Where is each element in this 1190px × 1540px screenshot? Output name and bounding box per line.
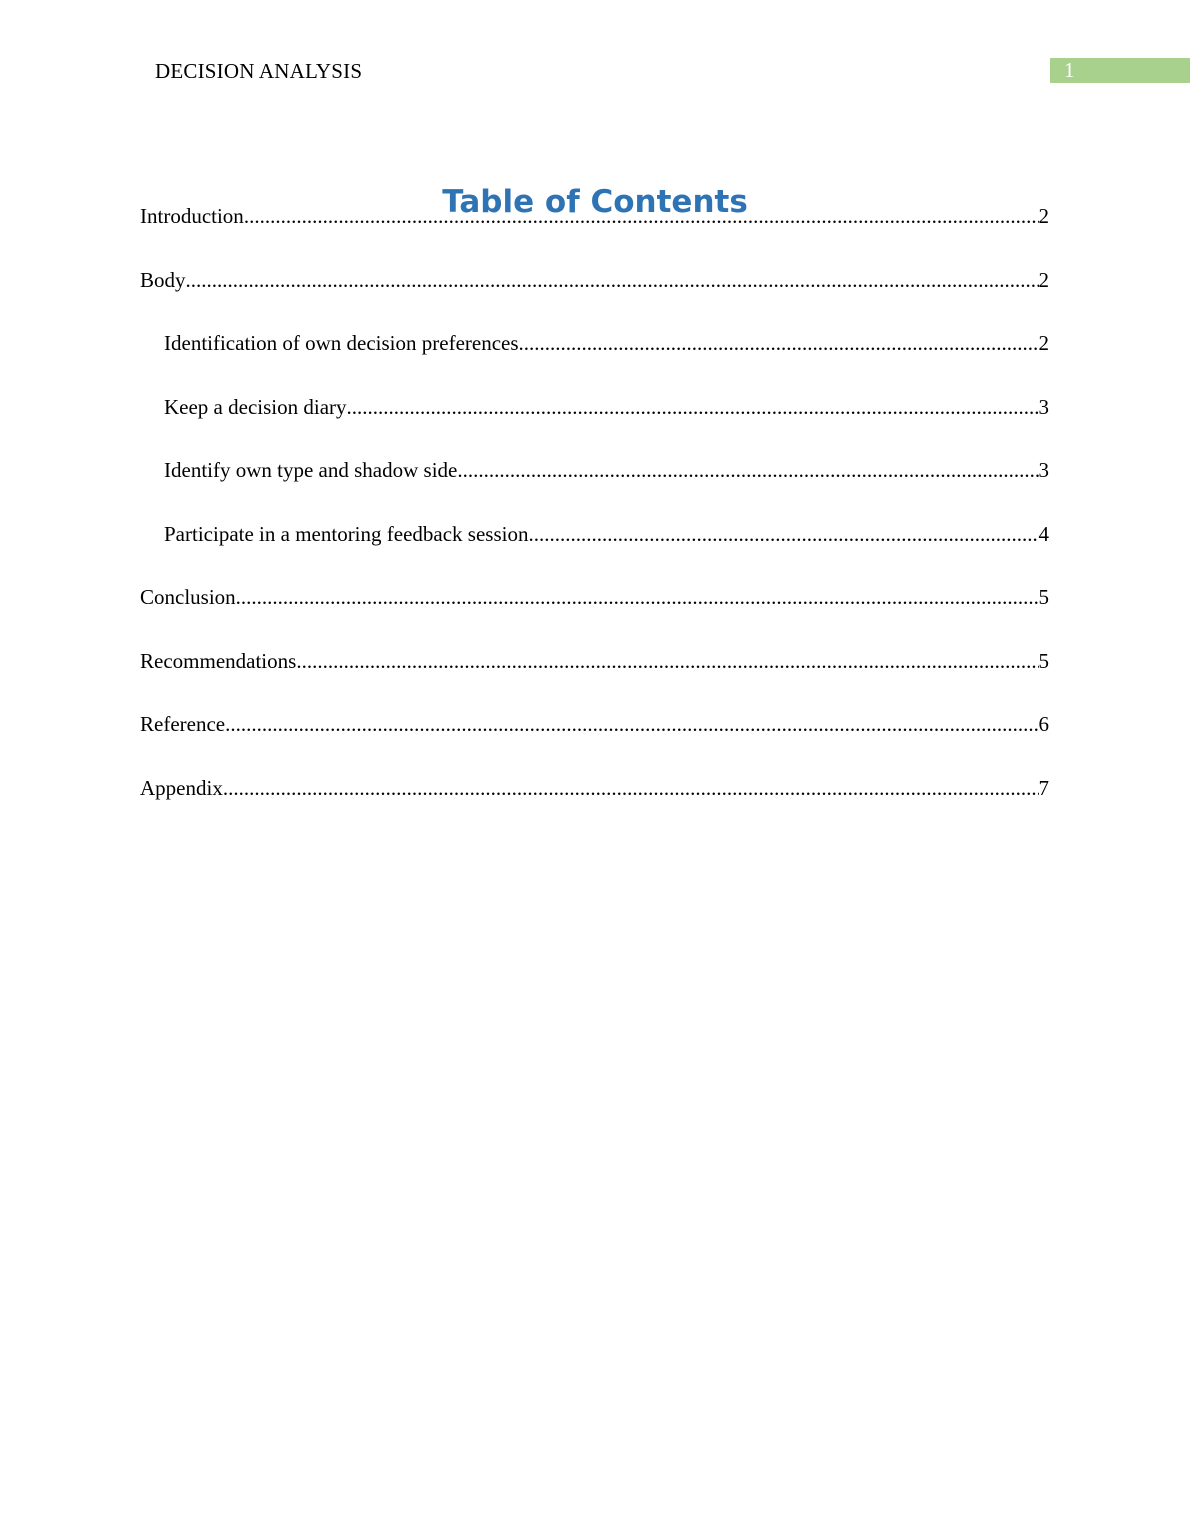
running-header: DECISION ANALYSIS [155, 59, 363, 83]
toc-entry-label: Keep a decision diary [164, 394, 347, 419]
toc-dot-leader [528, 518, 1038, 550]
toc-entry-label: Identify own type and shadow side [164, 458, 458, 482]
toc-entry-page: 2 [1038, 204, 1049, 228]
toc-entry-reference[interactable] [140, 708, 1049, 772]
toc-dot-leader [236, 581, 1039, 613]
toc-entry-label: Reference [140, 712, 226, 736]
toc-dot-leader [225, 708, 1038, 740]
toc-entry-appendix[interactable] [140, 772, 1049, 836]
toc-dot-leader [296, 645, 1038, 677]
toc-entry-page: 6 [1038, 712, 1049, 736]
toc-list [140, 200, 1049, 835]
toc-entry-label: Appendix [140, 775, 223, 800]
toc-entry-label: Recommendations [140, 648, 297, 673]
toc-entry-page: 4 [1038, 521, 1049, 546]
toc-entry-keep-a-decision-diary[interactable] [140, 391, 1049, 455]
toc-entry-page: 5 [1038, 585, 1049, 609]
toc-entry-page: 5 [1038, 648, 1049, 673]
toc-entry-identify-own-type-and-shadow-side[interactable] [140, 454, 1049, 518]
toc-dot-leader [244, 200, 1039, 232]
toc-heading: Table of Contents [442, 183, 748, 220]
toc-entry-introduction[interactable] [140, 200, 1049, 264]
toc-entry-page: 3 [1038, 458, 1049, 482]
toc-entry-participate-in-a-mentoring-feedback-session[interactable] [140, 518, 1049, 582]
toc-entry-identification-of-own-decision-preferences[interactable] [140, 327, 1049, 391]
toc-entry-conclusion[interactable] [140, 581, 1049, 645]
toc-entry-page: 3 [1038, 394, 1049, 419]
toc-entry-page: 2 [1038, 267, 1049, 292]
toc-entry-page: 7 [1038, 775, 1049, 800]
toc-dot-leader [223, 772, 1039, 804]
toc-entry-label: Identification of own decision preferences [164, 331, 519, 355]
toc-entry-label: Introduction [140, 204, 244, 228]
toc-entry-recommendations[interactable] [140, 645, 1049, 709]
toc-dot-leader [347, 391, 1039, 423]
toc-entry-body[interactable] [140, 264, 1049, 328]
toc-entry-label: Body [140, 267, 186, 292]
toc-entry-label: Participate in a mentoring feedback session [164, 521, 529, 546]
toc-entry-label: Conclusion [140, 585, 236, 609]
toc-entry-page: 2 [1038, 331, 1049, 355]
page-number-badge: 1 [1050, 58, 1190, 83]
toc-dot-leader [186, 264, 1039, 296]
toc-dot-leader [519, 327, 1039, 359]
toc-dot-leader [457, 454, 1038, 486]
